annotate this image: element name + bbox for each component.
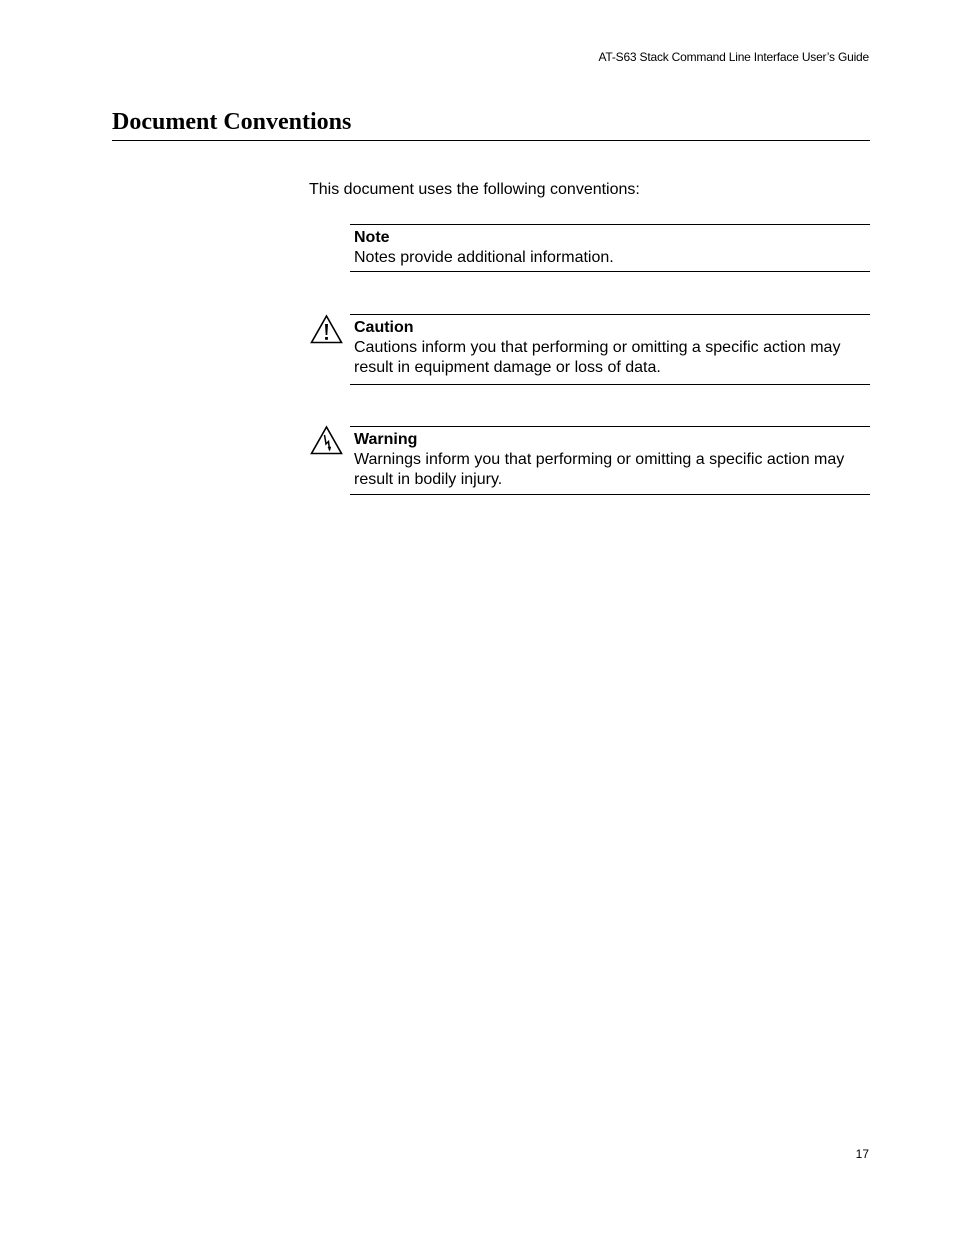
caution-icon xyxy=(310,314,343,344)
title-divider xyxy=(112,140,870,141)
caution-box xyxy=(350,314,870,385)
warning-box xyxy=(350,426,870,495)
caution-body: Cautions inform you that performing or omitting a specific action may result in equipment damage or loss of data. xyxy=(354,339,841,376)
warning-title: Warning xyxy=(354,431,418,448)
caution-title: Caution xyxy=(354,319,414,336)
warning-body: Warnings inform you that performing or omitting a specific action may result in bodily injury. xyxy=(354,451,845,488)
warning-icon xyxy=(310,425,343,455)
running-header: AT-S63 Stack Command Line Interface User’s Guide xyxy=(598,50,869,64)
intro-paragraph: This document uses the following conventions: xyxy=(309,181,640,198)
note-body: Notes provide additional information. xyxy=(354,249,614,266)
page-number: 17 xyxy=(855,1147,869,1161)
note-title: Note xyxy=(354,229,390,246)
section-title: Document Conventions xyxy=(112,109,352,135)
note-box xyxy=(350,224,870,272)
